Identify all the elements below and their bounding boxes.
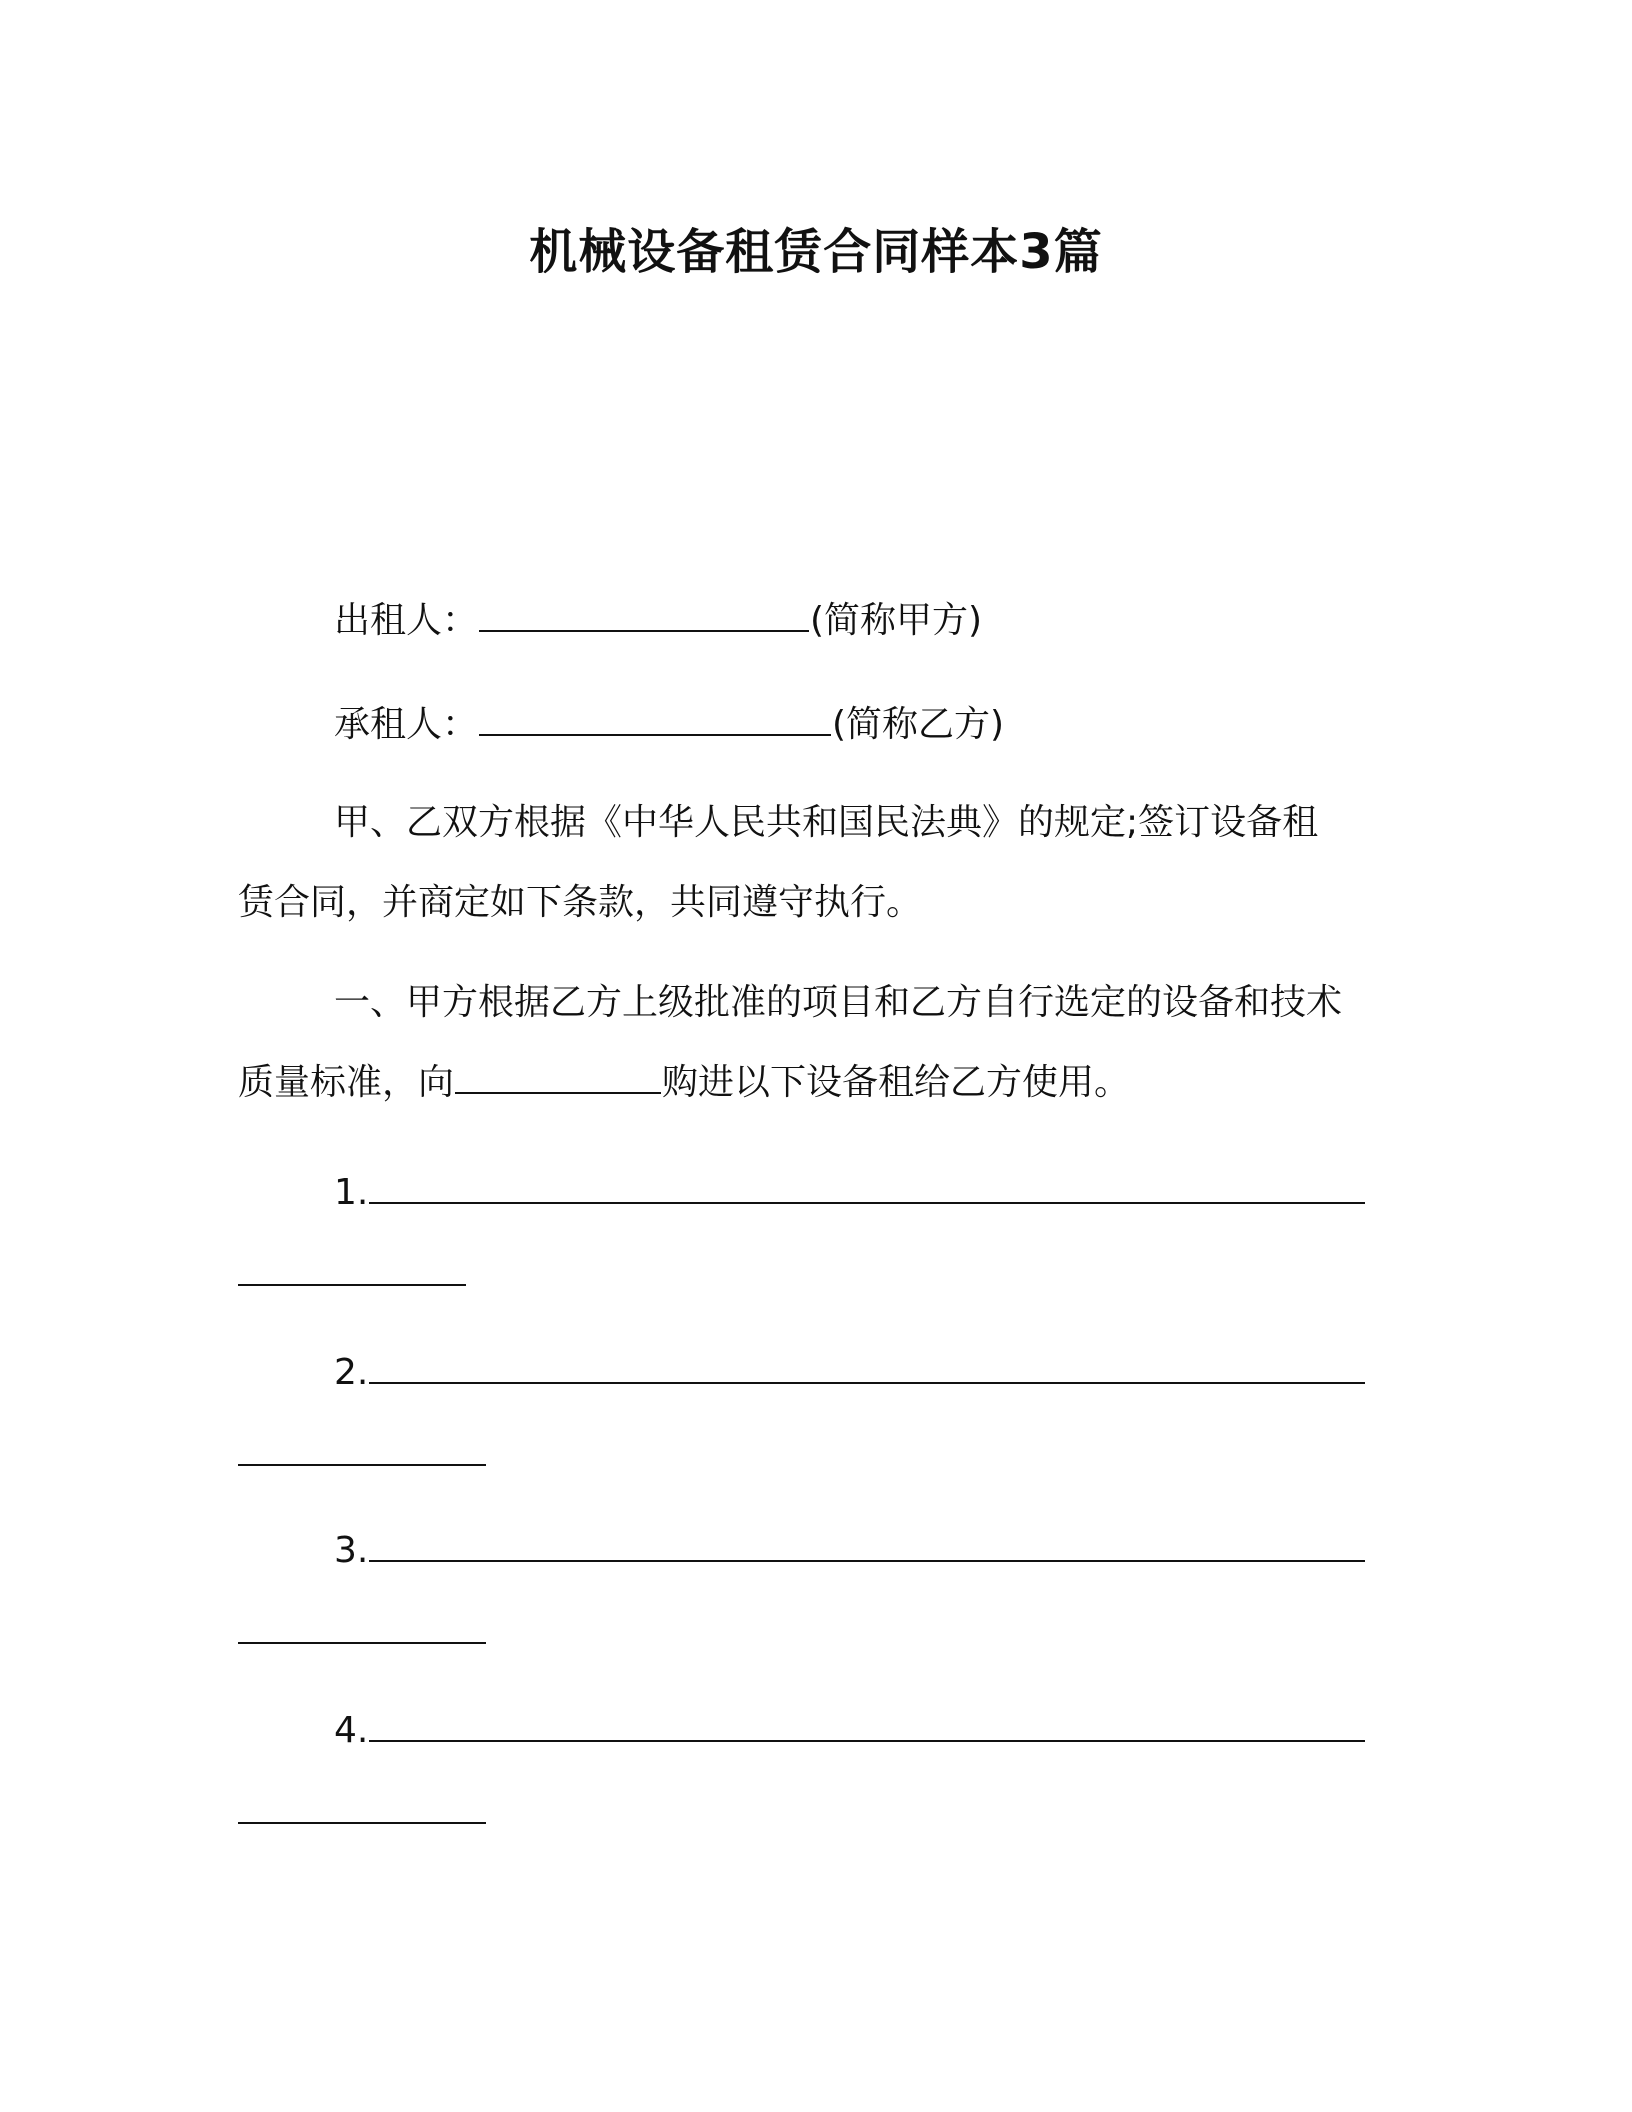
item-2-line bbox=[334, 1348, 1366, 1396]
clause-1-prefix: 质量标准，向 bbox=[238, 1062, 455, 1103]
lessor-line bbox=[334, 596, 982, 644]
item-3-number: 3. bbox=[334, 1530, 369, 1571]
item-4-blank[interactable] bbox=[369, 1706, 1365, 1742]
lessee-label: 承租人： bbox=[334, 704, 479, 745]
item-4-number: 4. bbox=[334, 1710, 369, 1751]
lessee-blank[interactable] bbox=[479, 700, 831, 736]
clause-1-suffix: 购进以下设备租给乙方使用。 bbox=[662, 1062, 1131, 1103]
item-4-continuation-blank[interactable] bbox=[238, 1822, 486, 1824]
clause-1-line-1: 一、甲方根据乙方上级批准的项目和乙方自行选定的设备和技术 bbox=[334, 982, 1343, 1023]
item-1-number: 1. bbox=[334, 1172, 369, 1213]
item-1-blank[interactable] bbox=[369, 1168, 1365, 1204]
intro-line-2: 赁合同，并商定如下条款，共同遵守执行。 bbox=[238, 882, 923, 923]
lessee-line bbox=[334, 700, 1004, 748]
supplier-blank[interactable] bbox=[455, 1058, 661, 1094]
item-3-line bbox=[334, 1526, 1366, 1574]
item-3-continuation-blank[interactable] bbox=[238, 1642, 486, 1644]
item-4-line bbox=[334, 1706, 1366, 1754]
lessor-blank[interactable] bbox=[479, 596, 809, 632]
document-title: 机械设备租赁合同样本3篇 bbox=[529, 224, 1103, 280]
lessee-suffix: (简称乙方) bbox=[832, 704, 1005, 745]
item-2-continuation-blank[interactable] bbox=[238, 1464, 486, 1466]
item-1-line bbox=[334, 1168, 1366, 1216]
item-1-continuation-blank[interactable] bbox=[238, 1284, 466, 1286]
item-2-number: 2. bbox=[334, 1352, 369, 1393]
intro-line-1: 甲、乙双方根据《中华人民共和国民法典》的规定;签订设备租 bbox=[334, 802, 1319, 843]
item-3-blank[interactable] bbox=[369, 1526, 1365, 1562]
item-2-blank[interactable] bbox=[369, 1348, 1365, 1384]
lessor-suffix: (简称甲方) bbox=[810, 600, 983, 641]
clause-1-line-2 bbox=[238, 1058, 1130, 1106]
lessor-label: 出租人： bbox=[334, 600, 479, 641]
